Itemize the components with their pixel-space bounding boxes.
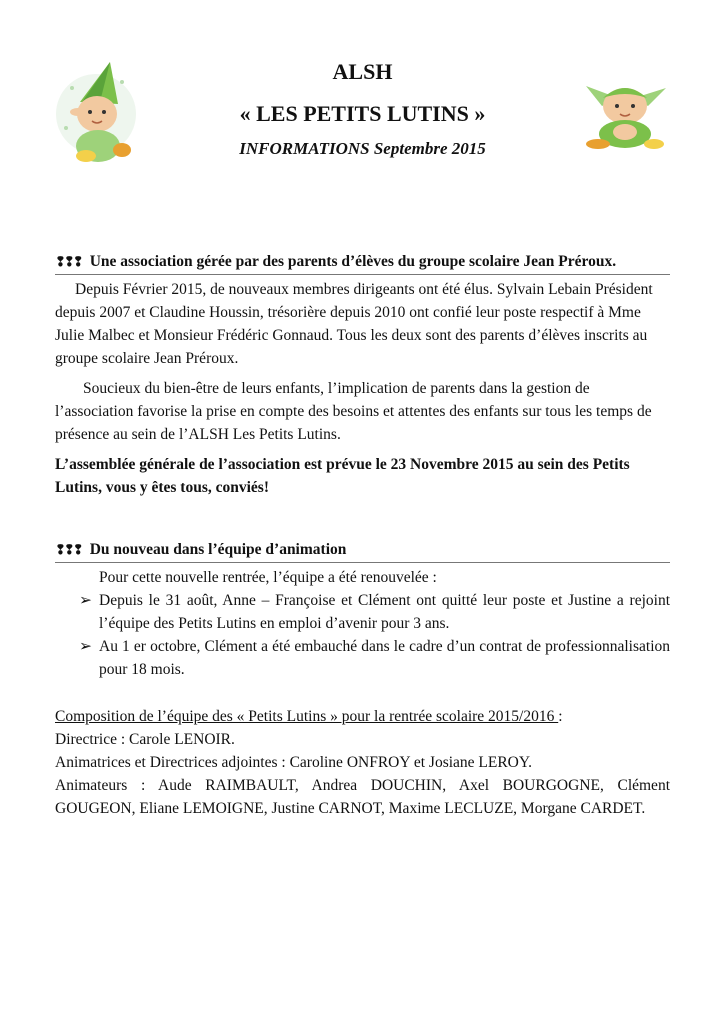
document-title: ALSH xyxy=(332,59,393,84)
list-item: ➢ Au 1 er octobre, Clément a été embauché dans le cadre d’un contrat de professionnalisation pour 18 mois. xyxy=(55,635,670,681)
composition-animateurs: Animateurs : Aude RAIMBAULT, Andrea DOUCHIN, Axel BOURGOGNE, Clément GOUGEON, Eliane LEMOIGNE, Justine CARNOT, Maxime LECLUZE, Morgane CARDET. xyxy=(55,777,670,817)
team-changes-list xyxy=(55,589,670,681)
list-item: ➢ Depuis le 31 août, Anne – Françoise et Clément ont quitté leur poste et Justine a rejoint l’équipe des Petits Lutins en emploi d’avenir pour 3 ans. xyxy=(55,589,670,635)
paragraph-parents-involvement: Soucieux du bien-être de leurs enfants, l’implication de parents dans la gestion de l’association favorise la prise en compte des besoins et attentes des enfants sur tous les temps de présence au sein de l’ALSH Les Petits Lutins. xyxy=(55,380,652,443)
arrow-bullet-icon: ➢ xyxy=(79,638,92,655)
composition-directrice: Directrice : Carole LENOIR. xyxy=(55,731,235,748)
composition-adjointes: Animatrices et Directrices adjointes : Caroline ONFROY et Josiane LEROY. xyxy=(55,754,532,771)
section-title-association xyxy=(55,250,670,275)
document-body xyxy=(55,250,670,820)
document-info-date: INFORMATIONS Septembre 2015 xyxy=(239,139,486,158)
document-subtitle: « LES PETITS LUTINS » xyxy=(239,101,486,126)
section-title-text: Du nouveau dans l’équipe d’animation xyxy=(89,541,347,558)
document-header xyxy=(0,58,725,160)
fleuron-bullets-icon: ❢❢❢ xyxy=(55,254,82,269)
paragraph-general-assembly: L’assemblée générale de l’association est prévue le 23 Novembre 2015 au sein des Petits Lutins, vous y êtes tous, conviés! xyxy=(55,456,630,496)
section-title-text: Une association gérée par des parents d’élèves du groupe scolaire Jean Préroux. xyxy=(89,253,617,270)
composition-heading: Composition de l’équipe des « Petits Lutins » pour la rentrée scolaire 2015/2016 : xyxy=(55,708,563,725)
paragraph-new-board: Depuis Février 2015, de nouveaux membres dirigeants ont été élus. Sylvain Lebain Président depuis 2007 et Claudine Houssin, trésorière depuis 2010 ont confié leur poste respectif à Mme Julie Malbec et Monsieur Frédéric Gonnaud. Tous les deux sont des parents d’élèves inscrits au groupe scolaire Jean Préroux. xyxy=(55,281,653,367)
fleuron-bullets-icon: ❢❢❢ xyxy=(55,542,82,557)
arrow-bullet-icon: ➢ xyxy=(79,592,92,609)
section-title-team xyxy=(55,538,670,563)
team-intro: Pour cette nouvelle rentrée, l’équipe a été renouvelée : xyxy=(99,569,437,586)
